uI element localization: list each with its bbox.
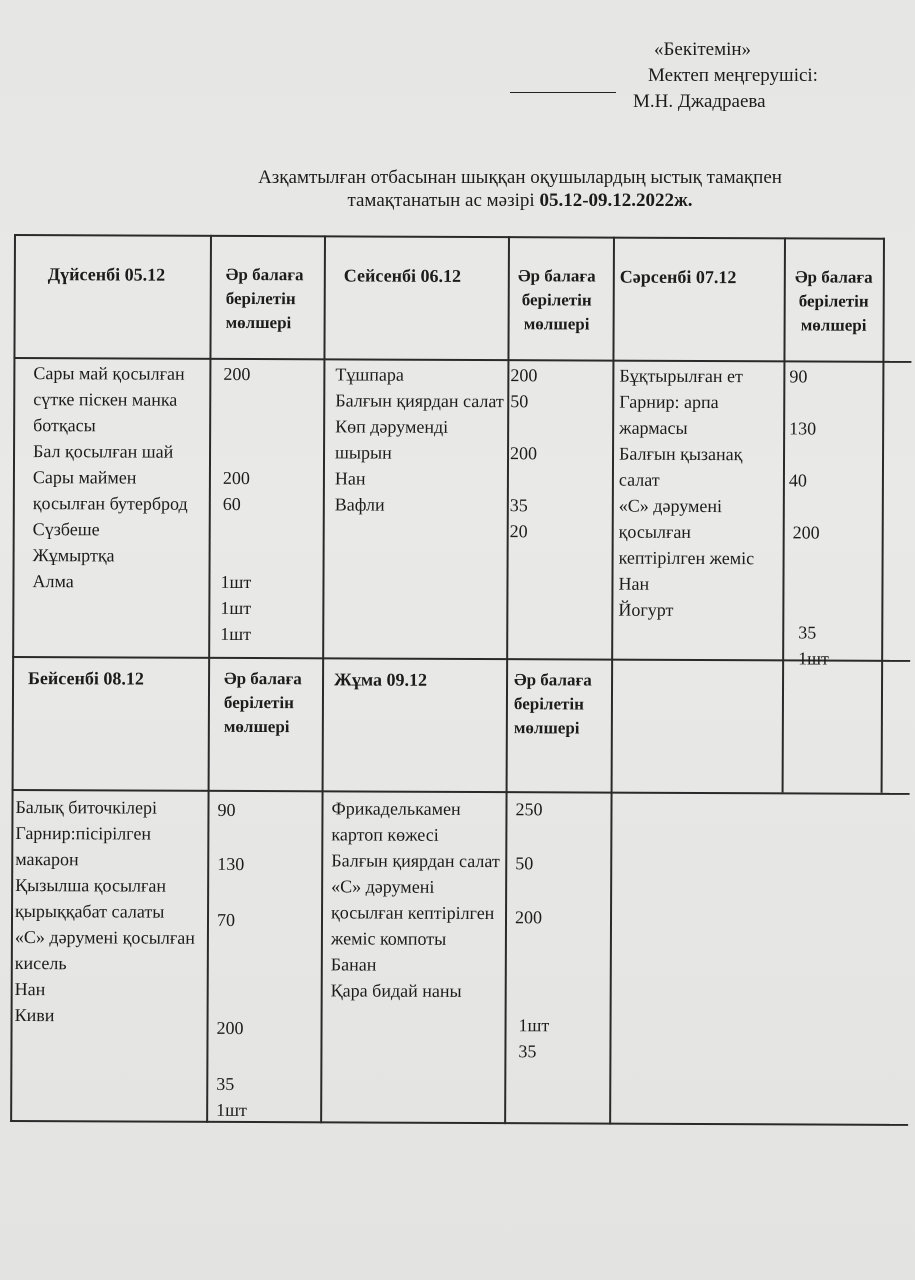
list-item: Сары маймен қосылған бутерброд [32, 467, 188, 514]
list-item: Киви [14, 1005, 55, 1026]
table-divider [12, 656, 910, 662]
menu-date-range: 05.12-09.12.2022ж. [539, 190, 693, 211]
signature-line [510, 92, 616, 93]
qty-value: 200 [514, 907, 543, 928]
menu-items-friday [331, 795, 506, 1004]
qty-value: 50 [515, 853, 534, 874]
qty-value: 50 [510, 391, 529, 412]
day-header-tuesday: Сейсенбі 06.12 [343, 265, 462, 286]
qty-value: 1шт [220, 571, 252, 593]
qty-value: 200 [222, 467, 250, 489]
document-title-line1: Азқамтылған отбасынан шыққан оқушылардың ыстық тамақпен [258, 167, 782, 188]
list-item: Қара бидай наны [330, 980, 462, 1001]
qty-value: 1шт [220, 597, 252, 619]
qty-value: 70 [216, 909, 236, 930]
list-item: Сары май қосылған сүтке піскен манка ботқасы [33, 363, 185, 436]
day-header-monday: Дүйсенбі 05.12 [47, 264, 166, 285]
qty-header: Әр балаға берілетін мөлшері [225, 264, 304, 333]
list-item: Гарнир: арпа жармасы [619, 391, 719, 438]
table-border-top [14, 234, 885, 239]
qty-value: 35 [798, 622, 817, 643]
list-item: Нан [618, 573, 650, 594]
list-item: «С» дәрумені қосылған кептірілген жеміс [618, 495, 755, 569]
qty-value: 1шт [798, 648, 829, 669]
qty-value: 200 [216, 1017, 244, 1039]
list-item: Бұқтырылған ет [619, 365, 743, 387]
document-title [150, 166, 890, 212]
list-item: Бал қосылған шай [33, 441, 174, 462]
list-item: Гарнир:пісірілген макарон [15, 823, 152, 870]
list-item: Жұмыртқа [32, 545, 115, 566]
list-item: Банан [330, 954, 377, 975]
qty-value: 130 [789, 418, 817, 439]
qty-value: 40 [788, 470, 807, 491]
list-item: Нан [14, 979, 46, 1000]
list-item: Йогурт [618, 599, 674, 620]
list-item: Фрикаделькамен картоп көжесі [331, 798, 461, 845]
menu-items-monday [32, 360, 209, 595]
list-item: Нан [334, 468, 366, 489]
qty-value: 35 [518, 1041, 537, 1062]
menu-items-thursday [15, 794, 206, 1029]
list-item: «С» дәрумені қосылған кисель [14, 927, 195, 974]
qty-value: 1шт [216, 1099, 247, 1121]
list-item: Қызылша қосылған қырыққабат салаты [15, 875, 167, 922]
qty-value: 60 [222, 493, 241, 514]
list-item: Балық биточкілері [15, 797, 158, 818]
qty-value: 130 [217, 853, 245, 875]
list-item: Вафли [334, 494, 385, 515]
qty-value: 1шт [220, 623, 252, 645]
table-column-divider [609, 237, 614, 1125]
qty-value: 35 [509, 495, 528, 516]
menu-items-wednesday [618, 363, 779, 624]
qty-value: 200 [510, 443, 538, 464]
table-border-right [881, 238, 885, 793]
approval-title: «Бекітемін» [654, 39, 752, 60]
day-header-thursday: Бейсенбі 08.12 [28, 668, 144, 689]
qty-value: 200 [223, 363, 251, 385]
qty-header: Әр балаға берілетін мөлшері [794, 267, 873, 335]
list-item: Балғын қиярдан салат [335, 390, 504, 412]
qty-header: Әр балаға берілетін мөлшері [517, 266, 596, 334]
qty-value: 90 [217, 799, 236, 820]
list-item: Алма [32, 571, 74, 592]
table-border-bottom [10, 1120, 908, 1126]
table-column-divider [320, 235, 325, 1123]
qty-value: 200 [510, 365, 538, 386]
qty-value: 90 [789, 366, 808, 387]
menu-table [10, 234, 912, 1126]
day-header-wednesday: Сәрсенбі 07.12 [619, 266, 737, 288]
list-item: Тұшпара [335, 364, 404, 385]
list-item: Сүзбеше [32, 519, 100, 540]
list-item: Балғын қиярдан салат [331, 850, 500, 872]
list-item: «С» дәрумені қосылған кептірілген жеміс компоты [330, 876, 495, 949]
qty-value: 35 [216, 1073, 235, 1094]
qty-value: 1шт [518, 1015, 550, 1036]
list-item: Көп дәрумендi шырын [335, 416, 449, 463]
list-item: Балғын қызанақ салат [618, 443, 743, 490]
qty-value: 200 [792, 522, 820, 543]
qty-value: 20 [509, 521, 528, 542]
menu-items-tuesday [335, 361, 506, 518]
table-column-divider [782, 237, 786, 792]
qty-header: Әр балаға берілетін мөлшері [513, 670, 592, 738]
approval-signatory: М.Н. Джадраева [633, 91, 766, 112]
approval-position: Мектеп меңгерушісі: [648, 65, 818, 86]
document-title-line2: тамақтанатын ас мәзірі 05.12-09.12.2022ж. [347, 190, 693, 211]
qty-value: 250 [515, 799, 543, 820]
qty-header: Әр балаға берілетін мөлшері [223, 668, 302, 737]
day-header-friday: Жұма 09.12 [334, 669, 428, 690]
